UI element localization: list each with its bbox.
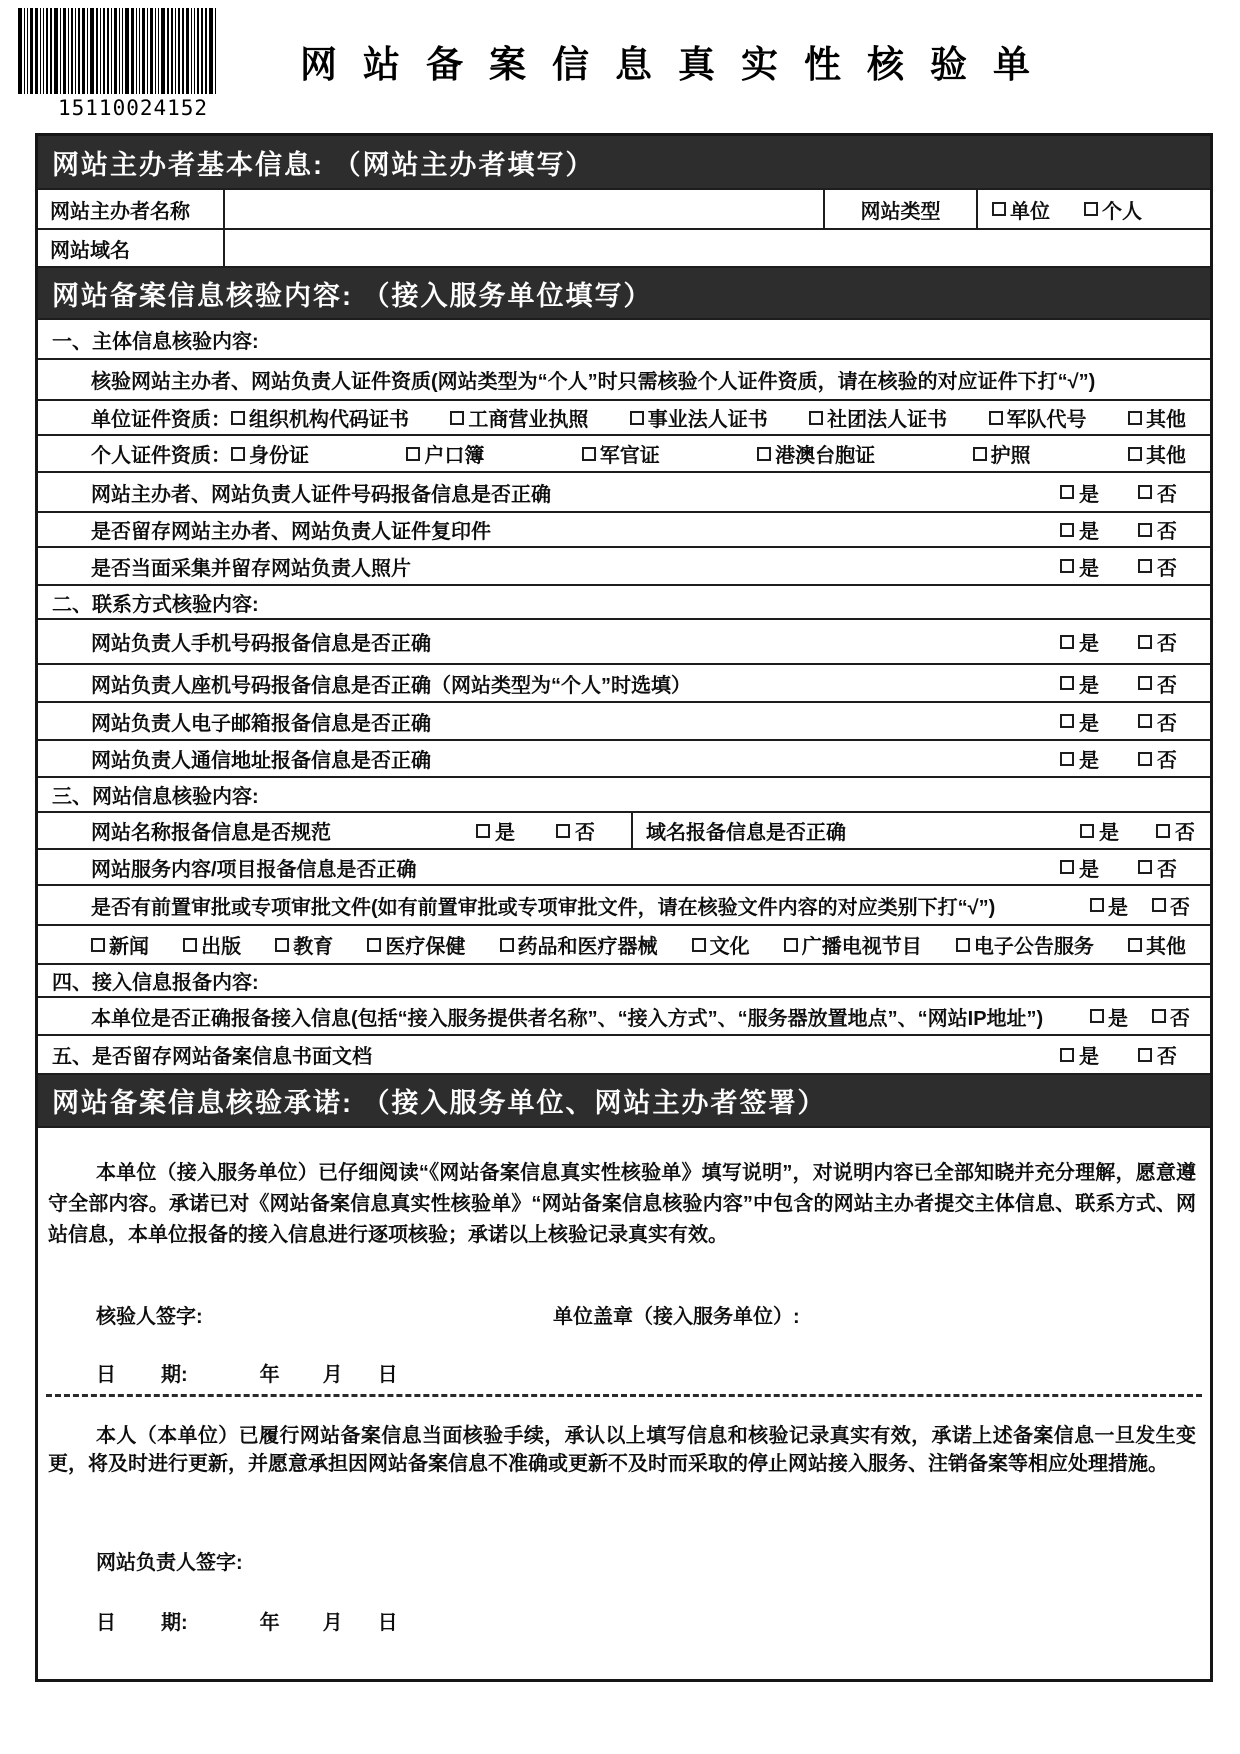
no-label: 否 xyxy=(1157,750,1177,772)
yes-checkbox[interactable] xyxy=(476,824,490,838)
question-label: 是否留存网站主办者、网站负责人证件复印件 xyxy=(91,521,491,543)
yes-label: 是 xyxy=(495,822,515,844)
no-checkbox[interactable] xyxy=(1138,485,1152,499)
yes-checkbox[interactable] xyxy=(1060,752,1074,766)
date-word-ri: 日 xyxy=(96,1612,116,1634)
yes-checkbox[interactable] xyxy=(1060,860,1074,874)
site-type-personal-option[interactable] xyxy=(1084,195,1142,224)
yes-checkbox[interactable] xyxy=(1090,898,1104,912)
yes-option[interactable] xyxy=(1060,627,1138,656)
personal-cert-checkbox[interactable] xyxy=(231,447,245,461)
option-label: 其他 xyxy=(1145,409,1186,431)
no-checkbox[interactable] xyxy=(1152,1009,1166,1023)
row-cert-note: 核验网站主办者、网站负责人证件资质(网站类型为“个人”时只需核验个人证件资质，请在核验的对应证件下打“√”) xyxy=(38,360,1210,401)
no-option[interactable] xyxy=(1138,552,1210,581)
date-day: 日 xyxy=(377,1612,398,1634)
yes-checkbox[interactable] xyxy=(1060,1048,1074,1062)
yes-option[interactable] xyxy=(1060,707,1138,736)
yes-label: 是 xyxy=(1108,1007,1128,1030)
row-personal-certs xyxy=(38,436,1210,473)
no-option[interactable] xyxy=(1138,853,1210,882)
personal-cert-options xyxy=(38,439,1210,468)
row-domain xyxy=(38,230,1210,268)
no-checkbox[interactable] xyxy=(1138,860,1152,874)
personal-cert-checkbox[interactable] xyxy=(973,447,987,461)
option-label: 电子公告服务 xyxy=(973,936,1094,958)
row-sitename-domain xyxy=(38,813,1210,850)
unit-cert-option[interactable] xyxy=(989,403,1087,432)
subsection-title-3: 三、网站信息核验内容: xyxy=(38,778,1210,813)
row-cert-copy-kept xyxy=(38,513,1210,548)
category-checkbox[interactable] xyxy=(784,938,798,952)
category-checkbox[interactable] xyxy=(500,938,514,952)
no-option[interactable] xyxy=(1138,707,1210,736)
yes-option[interactable] xyxy=(1060,1040,1138,1069)
yes-option[interactable] xyxy=(1090,1002,1152,1031)
option-label: 户口簿 xyxy=(424,445,485,467)
unit-seal-label: 单位盖章（接入服务单位）: xyxy=(553,1306,800,1328)
no-option[interactable] xyxy=(1156,816,1210,845)
date-line-isp xyxy=(96,1358,398,1387)
unit-cert-checkbox[interactable] xyxy=(630,411,644,425)
date-month: 月 xyxy=(322,1364,343,1386)
personal-cert-option[interactable] xyxy=(231,439,309,468)
option-label: 其他 xyxy=(1146,936,1186,958)
responsible-sign-label: 网站负责人签字: xyxy=(96,1552,243,1574)
no-checkbox[interactable] xyxy=(1138,1048,1152,1062)
organizer-name-label: 网站主办者名称 xyxy=(38,190,225,228)
no-label: 否 xyxy=(1170,1007,1190,1030)
yes-label: 是 xyxy=(1079,521,1099,543)
unit-cert-option[interactable] xyxy=(809,403,947,432)
section-header-verify-content: 网站备案信息核验内容: （接入服务单位填写） xyxy=(38,268,1210,320)
option-label: 医疗保健 xyxy=(385,936,466,958)
promise-paragraph-isp: 本单位（接入服务单位）已仔细阅读“《网站备案信息真实性核验单》填写说明”，对说明内容已全部知晓并充分理解，愿意遵守全部内容。承诺已对《网站备案信息真实性核验单》“网站备案信息核验内容”中包含的网站主办者提交主体信息、联系方式、网站信息，本单位报备的接入信息进行逐项核验；承诺以上核验记录真实有效。 xyxy=(48,1162,1196,1246)
option-label: 军官证 xyxy=(599,445,660,467)
yes-label: 是 xyxy=(1079,750,1099,772)
yes-label: 是 xyxy=(1079,633,1099,655)
yes-checkbox[interactable] xyxy=(1090,1009,1104,1023)
question-label: 网站名称报备信息是否规范 xyxy=(91,822,331,844)
organizer-name-input[interactable] xyxy=(225,190,823,228)
no-checkbox[interactable] xyxy=(1138,635,1152,649)
option-label: 工商营业执照 xyxy=(468,409,589,431)
question-label: 网站负责人手机号码报备信息是否正确 xyxy=(91,633,431,655)
no-checkbox[interactable] xyxy=(1138,676,1152,690)
no-label: 否 xyxy=(1157,521,1177,543)
date-word-qi: 期: xyxy=(161,1612,188,1634)
yes-label: 是 xyxy=(1079,858,1099,881)
personal-cert-checkbox[interactable] xyxy=(582,447,596,461)
no-option[interactable] xyxy=(1138,744,1210,773)
no-label: 否 xyxy=(1157,483,1177,506)
question-label: 域名报备信息是否正确 xyxy=(646,822,846,844)
unit-cert-checkbox[interactable] xyxy=(989,411,1003,425)
yes-checkbox[interactable] xyxy=(1080,824,1094,838)
domain-label: 网站域名 xyxy=(38,230,225,266)
category-option[interactable] xyxy=(956,930,1094,959)
category-option[interactable] xyxy=(367,930,465,959)
promise-paragraph-organizer: 本人（本单位）已履行网站备案信息当面核验手续，承认以上填写信息和核验记录真实有效，承诺上述备案信息一旦发生变更，将及时进行更新，并愿意承担因网站备案信息不准确或更新不及时而采取的停止网站接入服务、注销备案等相应处理措施。 xyxy=(48,1425,1196,1475)
subsection-title-4: 四、接入信息报备内容: xyxy=(38,965,1210,998)
yes-label: 是 xyxy=(1079,483,1099,506)
question-label: 网站主办者、网站负责人证件号码报备信息是否正确 xyxy=(91,483,551,506)
option-label: 身份证 xyxy=(249,445,309,467)
barcode-number: 15110024152 xyxy=(58,96,209,120)
date-line-organizer xyxy=(96,1606,398,1635)
question-label: 是否当面采集并留存网站负责人照片 xyxy=(91,557,411,580)
yes-option[interactable] xyxy=(476,816,556,845)
unit-cert-option[interactable] xyxy=(450,403,588,432)
no-label: 否 xyxy=(1157,557,1177,580)
yes-checkbox[interactable] xyxy=(1060,485,1074,499)
date-month: 月 xyxy=(322,1612,343,1634)
personal-cert-checkbox[interactable] xyxy=(1128,447,1142,461)
personal-cert-option[interactable] xyxy=(1128,439,1186,468)
no-checkbox[interactable] xyxy=(556,824,570,838)
question-label: 是否有前置审批或专项审批文件(如有前置审批或专项审批文件，请在核验文件内容的对应类别下打“√”) xyxy=(91,896,996,919)
no-option[interactable] xyxy=(1138,515,1210,544)
unit-cert-checkbox[interactable] xyxy=(231,411,245,425)
question-label: 网站负责人通信地址报备信息是否正确 xyxy=(91,750,431,772)
personal-cert-option[interactable] xyxy=(973,439,1031,468)
personal-cert-checkbox[interactable] xyxy=(757,447,771,461)
no-label: 否 xyxy=(1157,858,1177,881)
site-type-personal-checkbox[interactable] xyxy=(1084,202,1098,216)
yes-checkbox[interactable] xyxy=(1060,635,1074,649)
date-year: 年 xyxy=(259,1364,280,1386)
no-label: 否 xyxy=(1175,822,1195,844)
row-mobile-correct xyxy=(38,620,1210,665)
yes-label: 是 xyxy=(1079,1046,1099,1068)
promise-section xyxy=(38,1128,1210,1679)
personal-cert-label: 个人证件资质： xyxy=(91,445,231,467)
yes-label: 是 xyxy=(1079,712,1099,735)
option-label: 社团法人证书 xyxy=(827,409,948,431)
unit-cert-checkbox[interactable] xyxy=(809,411,823,425)
row-written-doc-kept xyxy=(38,1036,1210,1075)
option-label: 教育 xyxy=(293,936,334,958)
yes-option[interactable] xyxy=(1060,515,1138,544)
unit-cert-group xyxy=(91,403,409,432)
no-option[interactable] xyxy=(1138,669,1210,698)
row-unit-certs xyxy=(38,401,1210,436)
option-label: 药品和医疗器械 xyxy=(517,936,658,958)
option-label: 文化 xyxy=(709,936,750,958)
domain-input[interactable] xyxy=(225,230,1210,266)
dashed-separator xyxy=(46,1394,1202,1397)
no-label: 否 xyxy=(575,822,595,844)
yes-checkbox[interactable] xyxy=(1060,523,1074,537)
date-word-qi: 期: xyxy=(161,1364,188,1386)
no-checkbox[interactable] xyxy=(1138,523,1152,537)
yes-option[interactable] xyxy=(1060,853,1138,882)
category-checkbox[interactable] xyxy=(91,938,105,952)
category-checkbox[interactable] xyxy=(367,938,381,952)
unit-cert-checkbox[interactable] xyxy=(450,411,464,425)
unit-cert-option[interactable] xyxy=(231,403,409,432)
option-label: 军队代号 xyxy=(1006,409,1087,431)
no-label: 否 xyxy=(1157,1046,1177,1068)
yes-label: 是 xyxy=(1108,896,1128,919)
category-option[interactable] xyxy=(1128,930,1186,959)
no-option[interactable] xyxy=(1138,1040,1210,1069)
yes-option[interactable] xyxy=(1060,669,1138,698)
form-table xyxy=(35,133,1213,1682)
category-option[interactable] xyxy=(275,930,333,959)
unit-cert-option[interactable] xyxy=(630,403,768,432)
site-type-label: 网站类型 xyxy=(823,190,978,228)
question-label: 网站负责人座机号码报备信息是否正确（网站类型为“个人”时选填） xyxy=(91,674,691,697)
option-label: 港澳台胞证 xyxy=(775,445,876,467)
site-type-unit-checkbox[interactable] xyxy=(992,202,1006,216)
category-option[interactable] xyxy=(500,930,658,959)
option-label: 广播电视节目 xyxy=(801,936,922,958)
question-label: 五、是否留存网站备案信息书面文档 xyxy=(52,1046,372,1068)
question-label: 本单位是否正确报备接入信息(包括“接入服务提供者名称”、“接入方式”、“服务器放置地点”、“网站IP地址”) xyxy=(91,1007,1044,1030)
question-label: 网站负责人电子邮箱报备信息是否正确 xyxy=(91,712,431,735)
category-option[interactable] xyxy=(692,930,750,959)
no-option[interactable] xyxy=(1152,891,1210,920)
row-landline-correct xyxy=(38,665,1210,703)
question-label: 网站服务内容/项目报备信息是否正确 xyxy=(91,858,417,881)
subsection-title-2: 二、联系方式核验内容: xyxy=(38,586,1210,620)
no-option[interactable] xyxy=(556,816,631,845)
category-option[interactable] xyxy=(784,930,922,959)
date-day: 日 xyxy=(377,1364,398,1386)
yes-checkbox[interactable] xyxy=(1060,676,1074,690)
yes-option[interactable] xyxy=(1080,816,1156,845)
category-checkbox[interactable] xyxy=(692,938,706,952)
sitename-cell xyxy=(38,813,633,848)
row-photo-collected xyxy=(38,548,1210,586)
yes-label: 是 xyxy=(1079,557,1099,580)
category-checkbox[interactable] xyxy=(956,938,970,952)
unit-cert-options xyxy=(38,403,1210,432)
row-email-correct xyxy=(38,703,1210,741)
row-preapproval xyxy=(38,886,1210,926)
category-checkbox[interactable] xyxy=(275,938,289,952)
yes-option[interactable] xyxy=(1060,744,1138,773)
yes-option[interactable] xyxy=(1060,478,1138,507)
page-title: 网站备案信息真实性核验单 xyxy=(300,44,1056,85)
section-header-promise: 网站备案信息核验承诺: （接入服务单位、网站主办者签署） xyxy=(38,1075,1210,1128)
option-label: 其他 xyxy=(1145,445,1186,467)
barcode xyxy=(18,8,228,120)
site-type-personal-label: 个人 xyxy=(1102,200,1142,223)
site-type-unit-label: 单位 xyxy=(1010,200,1050,223)
unit-cert-checkbox[interactable] xyxy=(1128,411,1142,425)
yes-option[interactable] xyxy=(1090,891,1152,920)
domain-correct-cell xyxy=(633,816,1210,845)
no-label: 否 xyxy=(1157,674,1177,697)
row-access-info xyxy=(38,998,1210,1036)
row-categories xyxy=(38,926,1210,965)
personal-cert-option[interactable] xyxy=(406,439,484,468)
personal-cert-option[interactable] xyxy=(582,439,660,468)
no-option[interactable] xyxy=(1138,478,1210,507)
site-type-options xyxy=(978,195,1210,224)
date-year: 年 xyxy=(259,1612,280,1634)
verifier-sign-label: 核验人签字: xyxy=(96,1306,203,1328)
no-checkbox[interactable] xyxy=(1138,752,1152,766)
section-header-basic-info: 网站主办者基本信息: （网站主办者填写） xyxy=(38,136,1210,190)
no-label: 否 xyxy=(1157,633,1177,655)
unit-cert-option[interactable] xyxy=(1128,403,1186,432)
no-option[interactable] xyxy=(1152,1002,1210,1031)
yes-label: 是 xyxy=(1079,674,1099,697)
category-options xyxy=(38,930,1210,959)
no-label: 否 xyxy=(1170,896,1190,919)
category-option[interactable] xyxy=(91,930,149,959)
barcode-bars xyxy=(18,8,228,94)
no-checkbox[interactable] xyxy=(1138,559,1152,573)
no-checkbox[interactable] xyxy=(1156,824,1170,838)
option-label: 护照 xyxy=(990,445,1031,467)
no-option[interactable] xyxy=(1138,627,1210,656)
row-cert-number-correct xyxy=(38,473,1210,513)
option-label: 出版 xyxy=(201,936,242,958)
row-organizer-name xyxy=(38,190,1210,230)
date-word-ri: 日 xyxy=(96,1364,116,1386)
subsection-title-1: 一、主体信息核验内容: xyxy=(38,320,1210,360)
category-checkbox[interactable] xyxy=(183,938,197,952)
no-label: 否 xyxy=(1157,712,1177,735)
yes-label: 是 xyxy=(1099,822,1119,844)
yes-checkbox[interactable] xyxy=(1060,714,1074,728)
site-type-unit-option[interactable] xyxy=(992,195,1050,224)
no-checkbox[interactable] xyxy=(1138,714,1152,728)
category-checkbox[interactable] xyxy=(1128,938,1142,952)
personal-cert-option[interactable] xyxy=(757,439,875,468)
unit-cert-label: 单位证件资质： xyxy=(91,409,231,431)
personal-cert-checkbox[interactable] xyxy=(406,447,420,461)
yes-checkbox[interactable] xyxy=(1060,559,1074,573)
option-label: 新闻 xyxy=(109,936,149,958)
category-option[interactable] xyxy=(183,930,241,959)
no-checkbox[interactable] xyxy=(1152,898,1166,912)
yes-option[interactable] xyxy=(1060,552,1138,581)
option-label: 组织机构代码证书 xyxy=(249,409,409,431)
personal-cert-group xyxy=(91,439,309,468)
option-label: 事业法人证书 xyxy=(647,409,768,431)
row-address-correct xyxy=(38,741,1210,778)
row-service-correct xyxy=(38,850,1210,886)
